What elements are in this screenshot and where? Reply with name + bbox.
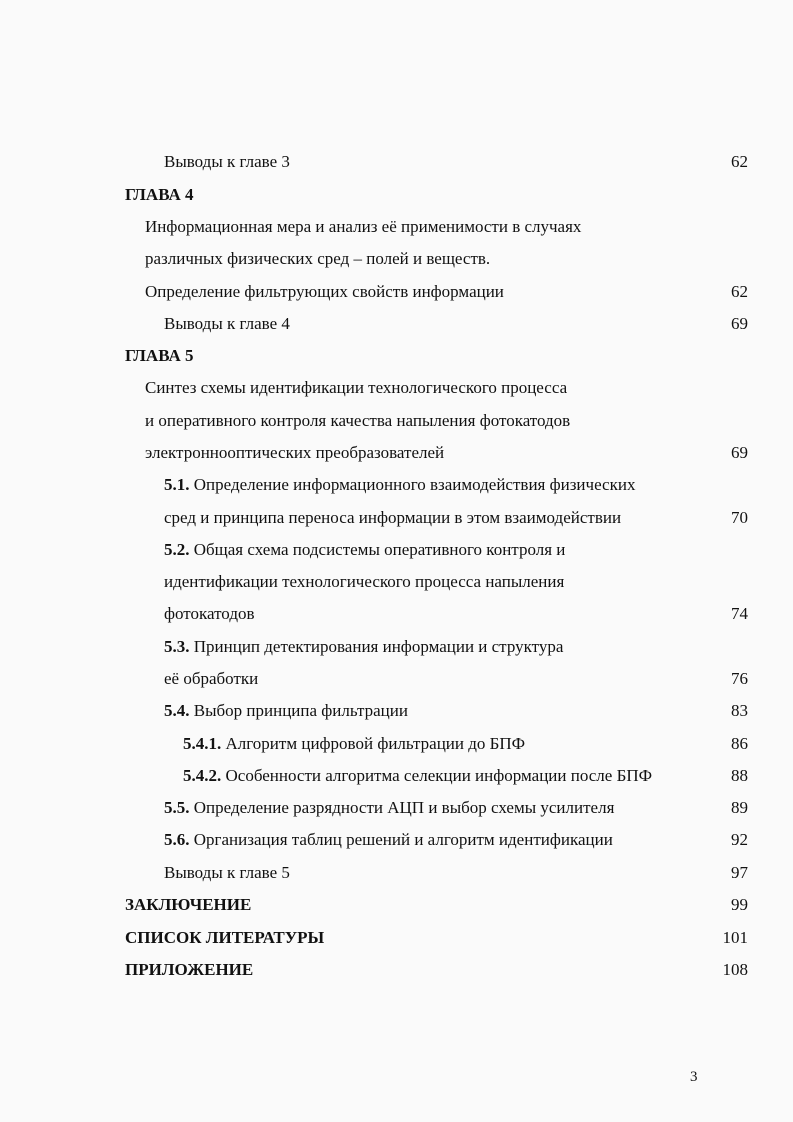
page-ref: 76	[731, 669, 748, 688]
entry-text: Определение фильтрующих свойств информации	[145, 282, 504, 301]
ch5-title-line-1: Синтез схемы идентификации технологического процесса	[145, 378, 568, 397]
section-number: 5.3.	[164, 637, 190, 656]
toc-entry-filter-properties	[145, 281, 504, 303]
page-ref: 69	[731, 314, 748, 333]
entry-text: Алгоритм цифровой фильтрации до БПФ	[225, 734, 526, 753]
page-ref: 74	[731, 604, 748, 623]
section-number: 5.5.	[164, 798, 190, 817]
page-ref: 108	[722, 960, 748, 979]
toc-entry-5-4-2	[183, 765, 652, 787]
toc-entry-5-2-cont: идентификации технологического процесса напыления	[164, 572, 565, 591]
page-ref: 89	[731, 798, 748, 817]
toc-entry-conclusion: ЗАКЛЮЧЕНИЕ	[125, 895, 252, 914]
section-number: 5.4.2.	[183, 766, 222, 785]
entry-text: Принцип детектирования информации и структура	[193, 637, 564, 656]
page-ref: 69	[731, 443, 748, 462]
page-number: 3	[690, 1069, 698, 1085]
section-number: 5.2.	[164, 540, 190, 559]
page-ref: 92	[731, 830, 748, 849]
toc-entry-5-4-1	[183, 733, 525, 755]
page-ref: 97	[731, 863, 748, 882]
page-ref: 101	[722, 928, 748, 947]
ch5-title-line-2: и оперативного контроля качества напыления фотокатодов	[145, 411, 571, 430]
entry-text: Выбор принципа фильтрации	[193, 701, 408, 720]
toc-entry-appendix: ПРИЛОЖЕНИЕ	[125, 960, 254, 979]
page-ref: 83	[731, 701, 748, 720]
page-ref: 99	[731, 895, 748, 914]
entry-text: Выводы к главе 5	[164, 863, 290, 882]
toc-entry-5-4	[164, 700, 408, 722]
ch4-title-line-1: Информационная мера и анализ её применимости в случаях	[145, 217, 582, 236]
toc-entry-conclusions-ch3	[164, 151, 290, 173]
page-ref: 70	[731, 508, 748, 527]
page-ref: 62	[731, 152, 748, 171]
page-ref: 88	[731, 766, 748, 785]
toc-entry-5-2-cont2: фотокатодов	[164, 604, 255, 623]
toc-entry-5-5	[164, 797, 614, 819]
entry-text: Организация таблиц решений и алгоритм идентификации	[193, 830, 613, 849]
toc-entry-5-1	[164, 474, 635, 496]
chapter-4-heading: ГЛАВА 4	[125, 185, 194, 204]
toc-entry-5-1-cont: сред и принципа переноса информации в этом взаимодействии	[164, 508, 622, 527]
entry-text: Выводы к главе 4	[164, 314, 290, 333]
entry-text: Определение информационного взаимодействия физических	[193, 475, 636, 494]
toc-entry-references: СПИСОК ЛИТЕРАТУРЫ	[125, 928, 325, 947]
toc-entry-conclusions-ch4	[164, 313, 290, 335]
toc-entry-5-3-cont: её обработки	[164, 669, 259, 688]
toc-entry-conclusions-ch5	[164, 862, 290, 884]
entry-text: Определение разрядности АЦП и выбор схемы усилителя	[193, 798, 615, 817]
ch5-title-line-3: электроннооптических преобразователей	[145, 443, 445, 462]
toc-entry-5-2	[164, 539, 565, 561]
ch4-title-line-2: различных физических сред – полей и веществ.	[145, 249, 491, 268]
section-number: 5.6.	[164, 830, 190, 849]
page-ref: 86	[731, 734, 748, 753]
entry-text: Выводы к главе 3	[164, 152, 290, 171]
entry-text: Особенности алгоритма селекции информации после БПФ	[225, 766, 653, 785]
toc-entry-5-3	[164, 636, 563, 658]
chapter-5-heading: ГЛАВА 5	[125, 346, 194, 365]
page-ref: 62	[731, 282, 748, 301]
toc-entry-5-6	[164, 829, 613, 851]
section-number: 5.4.	[164, 701, 190, 720]
section-number: 5.4.1.	[183, 734, 222, 753]
entry-text: Общая схема подсистемы оперативного контроля и	[193, 540, 566, 559]
section-number: 5.1.	[164, 475, 190, 494]
